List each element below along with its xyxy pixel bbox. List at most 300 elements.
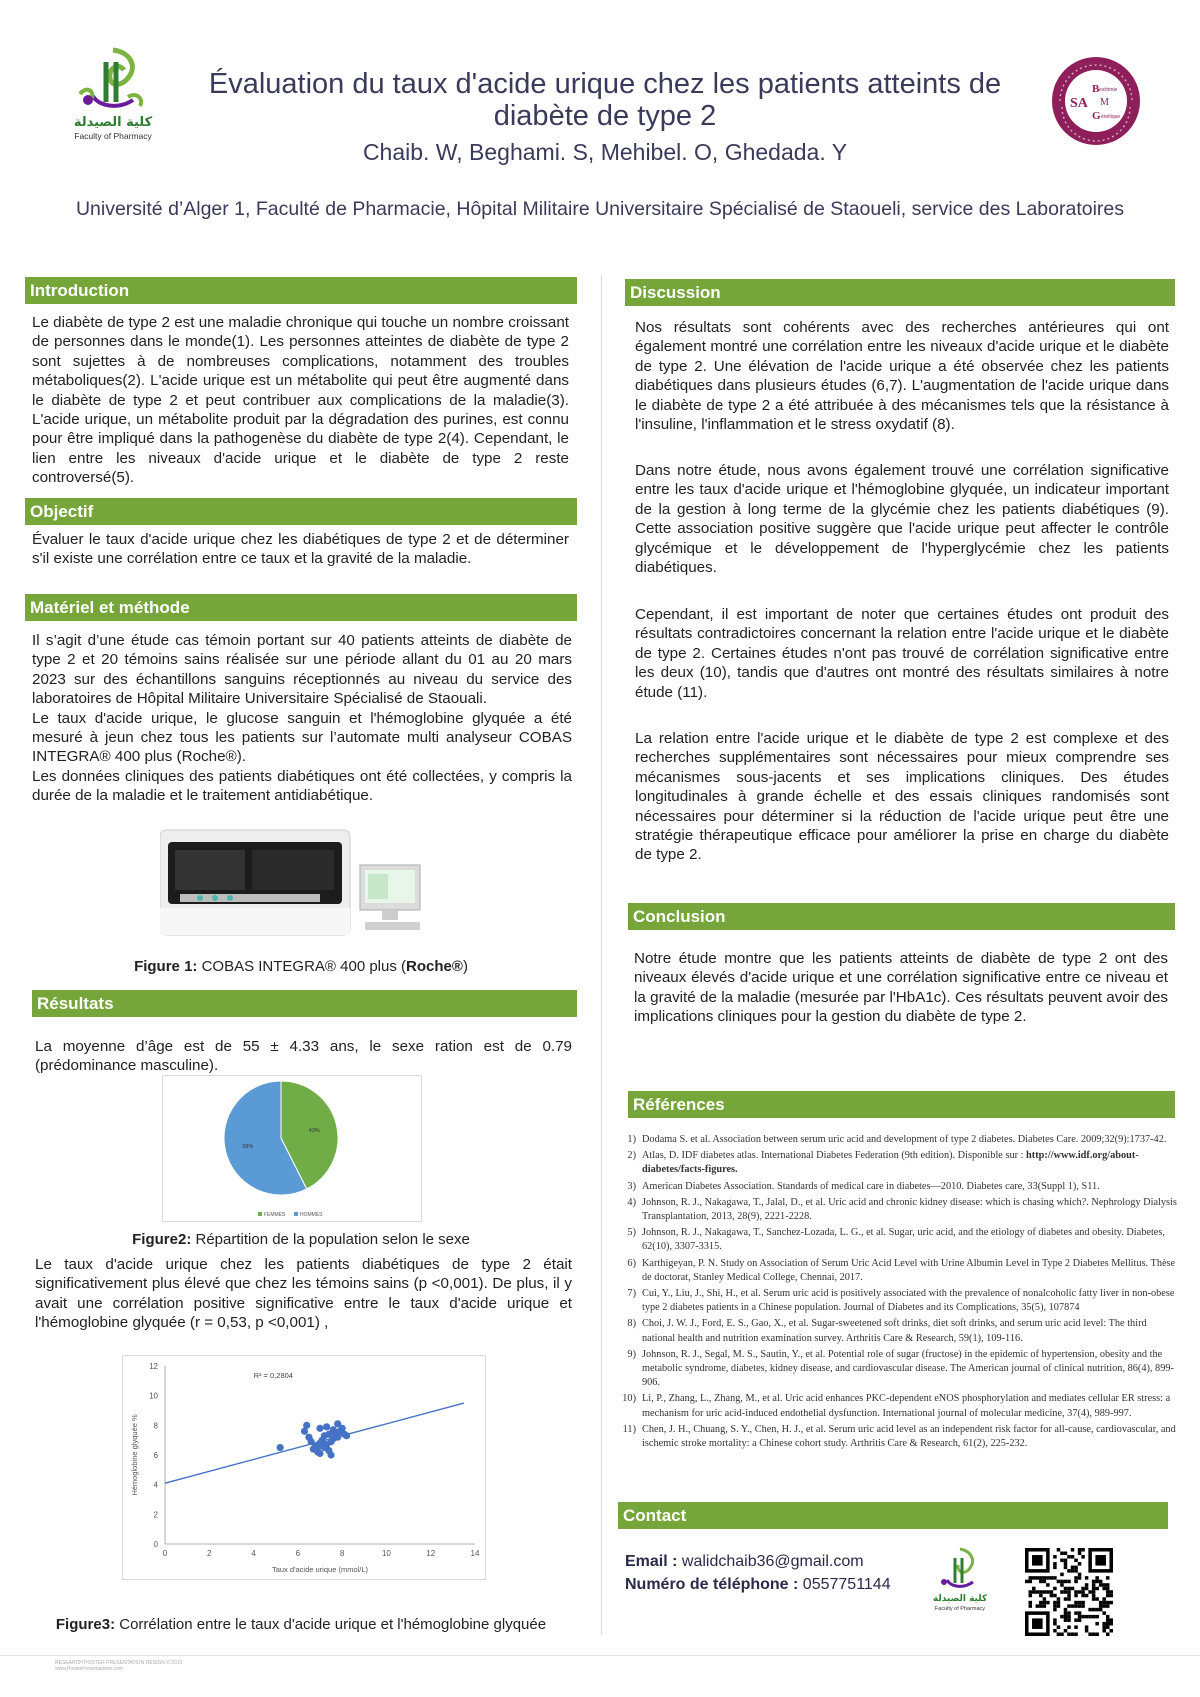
reference-item: [618, 1257, 1178, 1285]
qr-module: [1053, 1566, 1057, 1570]
reference-number: 4): [627, 1196, 636, 1208]
introduction-heading: Introduction: [25, 277, 577, 304]
qr-module: [1039, 1576, 1043, 1580]
qr-module: [1092, 1583, 1096, 1587]
qr-module: [1092, 1580, 1096, 1584]
qr-module: [1057, 1597, 1061, 1601]
society-letter-m: M: [1100, 97, 1109, 108]
figure1-label: Figure 1:: [134, 958, 198, 975]
qr-module: [1109, 1601, 1113, 1605]
figure3-caption: [25, 1616, 577, 1633]
reference-text: Johnson, R. J., Nakagawa, T., Sanchez-Lozada, L. G., et al. Sugar, uric acid, and the etiology of diabetes and obesity. Diabetes, 62(10), 3307-3315.: [642, 1227, 1165, 1253]
qr-module: [1071, 1555, 1075, 1559]
reference-item: [618, 1423, 1178, 1451]
reference-text: Chen, J. H., Chuang, S. Y., Chen, H. J., et al. Serum uric acid level as an independent risk factor for all-cause, cardiovascular, and ischemic stroke mortality: a Chinese cohort study. Arthritis Care & Research, 61(2), 225-232.: [642, 1423, 1176, 1450]
qr-module: [1106, 1576, 1110, 1580]
resultats-p2: Le taux d'acide urique chez les patients diabétiques de type 2 était significativement plus élevé que chez les témoins sains (p <0,001). De plus, il y avait une corrélation positive significative entre le taux d'acide urique et l'hémoglobine glyquée (r = 0,53, p <0,001) ,: [35, 1256, 572, 1332]
qr-module: [1092, 1590, 1096, 1594]
footer-line: [0, 1655, 1200, 1656]
qr-module: [1067, 1632, 1071, 1636]
phone-label: Numéro de téléphone :: [625, 1576, 803, 1593]
discussion-p1: Nos résultats sont cohérents avec des recherches antérieures qui ont également montré une corrélation entre les niveaux d'acide urique et le diabète de type 2. Une élévation de l'acide urique a été observée chez les patients diabétiques dans plusieurs études (6,7). L'augmentation de l'acide urique dans le diabète de type 2 a été attribuée à des mécanismes tels que la résistance à l'insuline, l'inflammation et le stress oxydatif (8).: [635, 319, 1169, 434]
qr-module: [1102, 1587, 1106, 1591]
y-axis-label: Hémoglobine glyquée %: [130, 1414, 139, 1496]
qr-module: [1025, 1580, 1029, 1584]
qr-module: [1071, 1548, 1075, 1552]
qr-finder-core: [1032, 1555, 1043, 1566]
qr-module: [1067, 1604, 1071, 1608]
affiliation: Université d’Alger 1, Faculté de Pharmacie, Hôpital Militaire Universitaire Spécialisé de Staoueli, service des Laboratoires: [75, 198, 1125, 220]
society-letter-g: G: [1092, 110, 1101, 122]
qr-module: [1095, 1622, 1099, 1626]
y-tick-label: 6: [153, 1451, 158, 1460]
qr-module: [1102, 1583, 1106, 1587]
society-word-2: énétique: [1101, 114, 1121, 120]
objectif-heading: Objectif: [25, 498, 577, 525]
faculty-logo-small: [925, 1545, 995, 1615]
qr-module: [1060, 1583, 1064, 1587]
qr-module: [1088, 1615, 1092, 1619]
qr-module: [1067, 1580, 1071, 1584]
qr-module: [1036, 1576, 1040, 1580]
faculty-logo-arabic: كلية الصيدلة: [73, 115, 153, 130]
qr-module: [1064, 1552, 1068, 1556]
qr-finder-core: [1095, 1555, 1106, 1566]
qr-module: [1064, 1629, 1068, 1633]
email-value[interactable]: walidchaib36@gmail.com: [681, 1553, 864, 1570]
qr-module: [1039, 1601, 1043, 1605]
figure1-bold: Roche®: [406, 958, 463, 975]
qr-module: [1067, 1587, 1071, 1591]
qr-module: [1102, 1601, 1106, 1605]
qr-module: [1106, 1622, 1110, 1626]
reference-item: [618, 1317, 1178, 1345]
faculty-logo-small-arabic: كلية الصيدلة: [932, 1594, 988, 1604]
qr-module: [1099, 1580, 1103, 1584]
qr-module: [1053, 1608, 1057, 1612]
qr-module: [1078, 1618, 1082, 1622]
figure3-text: Corrélation entre le taux d'acide urique et l'hémoglobine glyquée: [115, 1616, 547, 1633]
pie-label-femmes: 43%: [308, 1128, 320, 1135]
footer-line2: www.PosterPresentations.com: [55, 1666, 123, 1672]
qr-module: [1060, 1590, 1064, 1594]
qr-module: [1078, 1604, 1082, 1608]
qr-module: [1078, 1562, 1082, 1566]
qr-module: [1088, 1590, 1092, 1594]
qr-module: [1074, 1580, 1078, 1584]
footer-text: [55, 1660, 182, 1672]
qr-module: [1099, 1604, 1103, 1608]
reference-text: Li, P., Zhang, L., Zhang, M., et al. Uric acid enhances PKC-dependent eNOS phosphorylation and mediates cellular ER stress: a mechanism for uric acid-induced endothelial dysfunction. International journal of molecular medicine, 37(4), 989-997.: [642, 1393, 1171, 1419]
qr-module: [1074, 1625, 1078, 1629]
qr-module: [1106, 1587, 1110, 1591]
reference-item: [618, 1180, 1178, 1194]
qr-module: [1085, 1594, 1089, 1598]
qr-module: [1102, 1625, 1106, 1629]
qr-module: [1092, 1587, 1096, 1591]
qr-module: [1060, 1580, 1064, 1584]
qr-module: [1032, 1590, 1036, 1594]
qr-module: [1064, 1580, 1068, 1584]
y-tick-label: 0: [153, 1540, 158, 1549]
qr-module: [1039, 1604, 1043, 1608]
qr-module: [1081, 1548, 1085, 1552]
qr-module: [1074, 1569, 1078, 1573]
qr-module: [1102, 1604, 1106, 1608]
legend-label-hommes: HOMMES: [300, 1212, 323, 1218]
society-letter-b: B: [1092, 83, 1100, 95]
scatter-point: [277, 1444, 284, 1451]
qr-module: [1106, 1583, 1110, 1587]
reference-text: Choi, J. W. J., Ford, E. S., Gao, X., et al. Sugar-sweetened soft drinks, diet soft drinks, and serum uric acid level: The third national health and nutrition examination survey. Arthritis Care & Research, 59(1), 109-116.: [642, 1318, 1147, 1344]
reference-number: 7): [627, 1288, 636, 1300]
qr-module: [1071, 1604, 1075, 1608]
qr-module: [1081, 1594, 1085, 1598]
reference-number: 3): [627, 1180, 636, 1192]
x-tick-label: 2: [207, 1549, 212, 1558]
qr-module: [1064, 1566, 1068, 1570]
faculty-logo-small-english: Faculty of Pharmacy: [934, 1606, 986, 1612]
legend-label-femmes: FEMMES: [264, 1212, 286, 1218]
qr-module: [1071, 1569, 1075, 1573]
qr-module: [1074, 1601, 1078, 1605]
society-letter-sa: SA: [1070, 96, 1088, 111]
qr-module: [1092, 1597, 1096, 1601]
faculty-logo-english: Faculty of Pharmacy: [74, 131, 152, 141]
qr-module: [1092, 1615, 1096, 1619]
qr-module: [1106, 1604, 1110, 1608]
methode-heading: Matériel et méthode: [25, 594, 577, 621]
qr-module: [1053, 1601, 1057, 1605]
qr-module: [1029, 1601, 1033, 1605]
qr-module: [1074, 1618, 1078, 1622]
reference-item: [618, 1133, 1178, 1147]
qr-module: [1092, 1594, 1096, 1598]
qr-module: [1043, 1576, 1047, 1580]
qr-module: [1032, 1587, 1036, 1591]
qr-module: [1099, 1601, 1103, 1605]
qr-module: [1029, 1604, 1033, 1608]
email-label: Email :: [625, 1553, 682, 1570]
qr-module: [1067, 1615, 1071, 1619]
qr-module: [1081, 1615, 1085, 1619]
scatter-point: [323, 1423, 330, 1430]
figure3-label: Figure3:: [55, 1616, 116, 1633]
qr-module: [1043, 1590, 1047, 1594]
contact-phone: [625, 1576, 891, 1594]
figure1-end: ): [462, 958, 468, 975]
qr-module: [1057, 1548, 1061, 1552]
qr-module: [1081, 1604, 1085, 1608]
reference-text: American Diabetes Association. Standards of medical care in diabetes—2010. Diabetes care, 33(Suppl 1), S11.: [642, 1180, 1100, 1192]
qr-module: [1078, 1573, 1082, 1577]
methode-p2: Le taux d'acide urique, le glucose sanguin et l'hémoglobine glyquée a été mesuré à jeun chez tous les patients sur l’automate multi analyseur COBAS INTEGRA® 400 plus (Roche®).: [32, 709, 572, 766]
qr-module: [1043, 1604, 1047, 1608]
legend-swatch-femmes: [258, 1212, 262, 1216]
resultats-p1: La moyenne d’âge est de 55 ± 4.33 ans, le sexe ration est de 0.79 (prédominance masculine).: [35, 1038, 572, 1075]
qr-module: [1088, 1632, 1092, 1636]
r-squared-label: R² = 0,2804: [253, 1370, 293, 1380]
reference-text: Johnson, R. J., Nakagawa, T., Jalal, D., et al. Uric acid and chronic kidney disease: which is chasing which?. Nephrology Dialysis Transplantation, 2013, 28(9), 2221-2228.: [642, 1196, 1177, 1223]
qr-module: [1071, 1566, 1075, 1570]
qr-module: [1067, 1611, 1071, 1615]
qr-module: [1050, 1590, 1054, 1594]
qr-module: [1081, 1590, 1085, 1594]
scatter-point: [334, 1420, 341, 1427]
qr-module: [1074, 1594, 1078, 1598]
qr-module: [1074, 1604, 1078, 1608]
qr-module: [1064, 1587, 1068, 1591]
qr-module: [1043, 1601, 1047, 1605]
qr-module: [1039, 1590, 1043, 1594]
reference-number: 6): [627, 1257, 636, 1269]
column-divider: [601, 275, 602, 1635]
qr-module: [1050, 1576, 1054, 1580]
y-tick-label: 4: [153, 1480, 158, 1490]
qr-module: [1060, 1559, 1064, 1563]
figure2-text: Répartition de la population selon le sexe: [191, 1231, 470, 1248]
reference-text: Atlas, D. IDF diabetes atlas. International Diabetes Federation (9th edition). Disponible sur : http://www.idf.org/about-diabetes/facts-figures.: [642, 1150, 1139, 1176]
qr-module: [1046, 1576, 1050, 1580]
x-tick-label: 12: [426, 1549, 436, 1558]
footer-line1: RESEARCH POSTER PRESENTATION DESIGN © 2019: [55, 1660, 183, 1666]
qr-module: [1053, 1629, 1057, 1633]
qr-module: [1092, 1632, 1096, 1636]
qr-module: [1046, 1583, 1050, 1587]
qr-module: [1095, 1608, 1099, 1612]
qr-module: [1106, 1601, 1110, 1605]
qr-module: [1060, 1615, 1064, 1619]
qr-module: [1078, 1576, 1082, 1580]
legend-swatch-hommes: [294, 1212, 298, 1216]
qr-module: [1102, 1597, 1106, 1601]
scatter-chart: [123, 1356, 485, 1579]
discussion-p3: Cependant, il est important de noter que certaines études ont produit des résultats contradictoires concernant la relation entre l'acide urique et le diabète de type 2. Certaines études n'ont pas trouvé de corrélation significative entre les deux (10), tandis que d'autres ont montré des résultats similaires à notre étude (11).: [635, 606, 1169, 701]
qr-module: [1078, 1548, 1082, 1552]
reference-number: 5): [627, 1227, 636, 1239]
qr-module: [1102, 1622, 1106, 1626]
qr-module: [1081, 1601, 1085, 1605]
qr-module: [1071, 1587, 1075, 1591]
qr-module: [1106, 1594, 1110, 1598]
reference-text: Karthigeyan, P. N. Study on Association of Serum Uric Acid Level with Urine Albumin Level in Type 2 Diabetes Mellitus. Thèse de doctorat, Stanley Medical College, Chennai, 2017.: [642, 1257, 1176, 1283]
qr-module: [1053, 1618, 1057, 1622]
pie-chart: [163, 1076, 421, 1221]
qr-module: [1085, 1587, 1089, 1591]
qr-module: [1095, 1576, 1099, 1580]
qr-module: [1074, 1559, 1078, 1563]
qr-module: [1099, 1608, 1103, 1612]
reference-text: Cui, Y., Liu, J., Shi, H., et al. Serum uric acid is positively associated with the prevalence of nonalcoholic fatty liver in non-obese type 2 diabetes patients in a Chinese population. Journal of Diabetes and its Complications, 35(5), 107874: [642, 1288, 1175, 1314]
qr-module: [1109, 1622, 1113, 1626]
qr-module: [1071, 1632, 1075, 1636]
qr-module: [1085, 1583, 1089, 1587]
society-word-1: iochimie: [1099, 87, 1118, 93]
qr-module: [1106, 1632, 1110, 1636]
qr-module: [1095, 1587, 1099, 1591]
qr-finder-core: [1032, 1618, 1043, 1629]
qr-module: [1067, 1618, 1071, 1622]
conclusion-text: Notre étude montre que les patients atteints de diabète de type 2 ont des niveaux élevés d'acide urique et une corrélation significative entre ce niveau et la gravité de la maladie (mesurée par l'HbA1c). Ces résultats peuvent avoir des implications cliniques pour la gestion du diabète de type 2.: [634, 950, 1168, 1026]
qr-module: [1046, 1601, 1050, 1605]
qr-module: [1064, 1590, 1068, 1594]
qr-module: [1085, 1615, 1089, 1619]
qr-module: [1060, 1552, 1064, 1556]
reference-item: [618, 1392, 1178, 1420]
qr-module: [1053, 1604, 1057, 1608]
qr-module: [1057, 1632, 1061, 1636]
figure2-caption: [25, 1231, 577, 1248]
qr-module: [1036, 1590, 1040, 1594]
contact-email: [625, 1553, 864, 1571]
qr-module: [1029, 1576, 1033, 1580]
y-tick-label: 8: [153, 1421, 158, 1431]
qr-module: [1095, 1615, 1099, 1619]
qr-module: [1064, 1608, 1068, 1612]
x-tick-label: 6: [295, 1549, 301, 1558]
qr-module: [1109, 1618, 1113, 1622]
figure2-label: Figure2:: [132, 1231, 192, 1248]
qr-module: [1029, 1594, 1033, 1598]
y-tick-label: 2: [153, 1510, 158, 1520]
pie-chart-frame: [162, 1075, 422, 1222]
qr-module: [1032, 1576, 1036, 1580]
qr-module: [1067, 1597, 1071, 1601]
qr-module: [1053, 1576, 1057, 1580]
qr-module: [1064, 1562, 1068, 1566]
qr-code[interactable]: [1025, 1548, 1113, 1636]
qr-module: [1057, 1580, 1061, 1584]
reference-text: Johnson, R. J., Segal, M. S., Sautin, Y., et al. Potential role of sugar (fructose) in the epidemic of hypertension, obesity and the metabolic syndrome, diabetes, kidney disease, and cardiovascular disease. The American journal of clinical nutrition, 86(4), 899-906.: [642, 1348, 1174, 1389]
qr-module: [1053, 1562, 1057, 1566]
qr-module: [1067, 1555, 1071, 1559]
qr-module: [1074, 1611, 1078, 1615]
objectif-text: Évaluer le taux d'acide urique chez les diabétiques de type 2 et de déterminer s'il existe une corrélation entre ce taux et la gravité de la maladie.: [32, 531, 569, 568]
qr-module: [1074, 1576, 1078, 1580]
qr-module: [1046, 1590, 1050, 1594]
reference-number: 2): [627, 1150, 636, 1162]
qr-module: [1074, 1590, 1078, 1594]
x-tick-label: 10: [381, 1549, 391, 1558]
qr-module: [1050, 1594, 1054, 1598]
reference-number: 1): [627, 1134, 636, 1145]
qr-module: [1036, 1604, 1040, 1608]
qr-module: [1078, 1611, 1082, 1615]
qr-module: [1106, 1625, 1110, 1629]
y-tick-label: 10: [149, 1391, 158, 1401]
qr-module: [1109, 1590, 1113, 1594]
references-heading: Références: [628, 1091, 1175, 1118]
qr-module: [1074, 1566, 1078, 1570]
qr-module: [1060, 1573, 1064, 1577]
qr-module: [1053, 1622, 1057, 1626]
x-tick-label: 8: [339, 1549, 345, 1558]
introduction-text: Le diabète de type 2 est une maladie chronique qui touche un nombre croissant de personnes dans le monde(1). Les personnes atteintes de diabète de type 2 sont sujettes à de nombreuses complications, notamment des troubles métaboliques(2). L'acide urique est un métabolite qui peut être augmenté dans le diabète de type 2 et peut contribuer aux complications de la maladie(3). L'acide urique, un métabolite produit par la dégradation des purines, est connu pour être impliqué dans la pathogenèse du diabète de type 2(4). Cependant, le lien entre les niveaux d'acide urique et le diabète de type 2 reste controversé(5).: [32, 314, 569, 487]
contact-heading: Contact: [618, 1502, 1168, 1529]
reference-number: 8): [627, 1318, 636, 1330]
scatter-point: [327, 1451, 334, 1458]
discussion-p4: La relation entre l'acide urique et le diabète de type 2 est complexe et des recherches supplémentaires sont nécessaires pour mieux comprendre ses mécanismes sous-jacents et ses implications cliniques. Des études longitudinales à grande échelle et des essais cliniques randomisés sont nécessaires pour déterminer si la réduction de l'acide urique peut être une stratégie thérapeutique efficace pour améliorer la prise en charge du diabète de type 2.: [635, 730, 1169, 864]
faculty-logo: [58, 42, 168, 152]
y-tick-label: 12: [149, 1362, 158, 1371]
qr-module: [1088, 1608, 1092, 1612]
reference-item: [618, 1226, 1178, 1254]
qr-module: [1102, 1611, 1106, 1615]
methode-text: [32, 631, 572, 806]
qr-module: [1081, 1555, 1085, 1559]
qr-module: [1095, 1580, 1099, 1584]
cobas-analyzer-image: [160, 820, 425, 940]
qr-module: [1095, 1632, 1099, 1636]
qr-module: [1092, 1608, 1096, 1612]
scatter-point: [303, 1422, 310, 1429]
qr-module: [1106, 1590, 1110, 1594]
qr-module: [1043, 1597, 1047, 1601]
qr-module: [1029, 1590, 1033, 1594]
qr-module: [1078, 1552, 1082, 1556]
qr-module: [1064, 1615, 1068, 1619]
discussion-heading: Discussion: [625, 279, 1175, 306]
scatter-chart-frame: [122, 1355, 486, 1580]
qr-module: [1085, 1629, 1089, 1633]
pie-label-hommes: 58%: [242, 1143, 254, 1150]
reference-text: Dodama S. et al. Association between serum uric acid and development of type 2 diabetes. Diabetes Care. 2009;32(9):1737-42.: [642, 1134, 1167, 1145]
qr-module: [1064, 1611, 1068, 1615]
phone-value[interactable]: 0557751144: [802, 1576, 891, 1593]
qr-module: [1067, 1594, 1071, 1598]
qr-module: [1043, 1580, 1047, 1584]
reference-link[interactable]: http://www.idf.org/about-diabetes/facts-figures.: [642, 1150, 1139, 1176]
qr-module: [1085, 1576, 1089, 1580]
reference-item: [618, 1196, 1178, 1224]
reference-number: 10): [622, 1393, 636, 1405]
scatter-point: [316, 1425, 323, 1432]
qr-module: [1095, 1597, 1099, 1601]
qr-module: [1074, 1632, 1078, 1636]
qr-module: [1053, 1587, 1057, 1591]
qr-module: [1067, 1590, 1071, 1594]
society-logo: [1050, 55, 1142, 147]
reference-item: [618, 1287, 1178, 1315]
discussion-p2: Dans notre étude, nous avons également trouvé une corrélation significative entre les taux d'acide urique et l'hémoglobine glyquée, un indicateur important de la gestion à long terme de la glycémie chez les patients diabétiques (9). Cette association positive suggère que l'acide urique peut affecter le contrôle glycémique et le développement de l'hyperglycémie chez les patients diabétiques.: [635, 462, 1169, 577]
x-tick-label: 0: [162, 1549, 168, 1558]
qr-module: [1109, 1594, 1113, 1598]
scatter-point: [330, 1426, 337, 1433]
x-axis-label: Taux d'acide urique (mmol/L): [271, 1565, 369, 1574]
qr-module: [1039, 1580, 1043, 1584]
figure1-caption: [25, 958, 577, 975]
qr-module: [1099, 1583, 1103, 1587]
qr-module: [1057, 1604, 1061, 1608]
references-list: [618, 1133, 1178, 1453]
qr-module: [1106, 1618, 1110, 1622]
methode-p1: Il s’agit d’une étude cas témoin portant sur 40 patients atteints de diabète de type 2 et 20 témoins sains réalisée sur une période allant du 01 au 20 mars 2023 sur des échantillons sanguins réceptionnés au niveau du service des laboratoires de Hôpital Militaire Universitaire Spécialisé de Staouali.: [32, 632, 572, 708]
qr-module: [1078, 1601, 1082, 1605]
qr-module: [1064, 1618, 1068, 1622]
reference-item: [618, 1348, 1178, 1391]
qr-module: [1067, 1569, 1071, 1573]
qr-module: [1057, 1625, 1061, 1629]
qr-module: [1029, 1580, 1033, 1584]
qr-module: [1057, 1601, 1061, 1605]
qr-module: [1067, 1625, 1071, 1629]
qr-module: [1078, 1615, 1082, 1619]
conclusion-heading: Conclusion: [628, 903, 1175, 930]
qr-module: [1064, 1559, 1068, 1563]
qr-module: [1109, 1629, 1113, 1633]
x-tick-label: 14: [470, 1549, 480, 1558]
page-title: Évaluation du taux d'acide urique chez les patients atteints de diabète de type 2: [208, 68, 1002, 132]
